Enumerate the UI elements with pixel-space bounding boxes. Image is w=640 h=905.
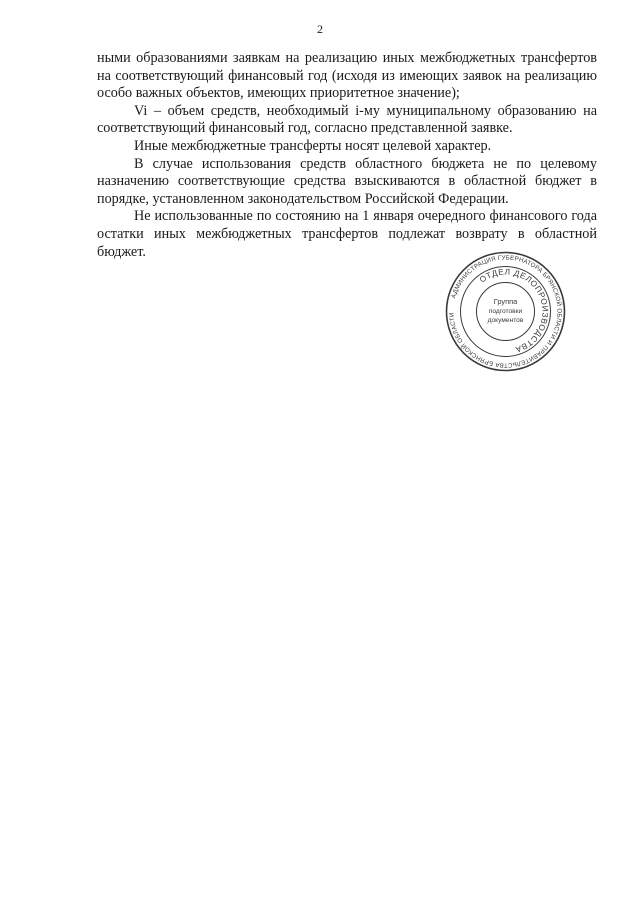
paragraph-unused-return: Не использованные по состоянию на 1 января очередного финансового года остатки иных межбюджетных трансфертов подлежат возврату в областной бюджет. (97, 208, 597, 260)
paragraph-target-purpose: Иные межбюджетные трансферты носят целевой характер. (134, 137, 492, 154)
body-text (97, 50, 597, 261)
stamp-center-line-3: документов (487, 317, 524, 324)
stamp-inner-text: ОТДЕЛ ДЕЛОПРОИЗВОДСТВА (477, 267, 550, 355)
stamp-center-line-1: Группа (493, 297, 518, 306)
stamp-center-line-2: подготовки (488, 308, 523, 315)
paragraph-vi-definition: Vi – объем средств, необходимый i-му муниципальному образованию на соответствующий финансовый год, согласно представленной заявке. (97, 102, 597, 137)
stamp-seal-icon (444, 250, 567, 373)
stamp-outer-text: АДМИНИСТРАЦИЯ ГУБЕРНАТОРА БРЯНСКОЙ ОБЛАСТИ И ПРАВИТЕЛЬСТВА БРЯНСКОЙ ОБЛАСТИ (448, 254, 563, 369)
paragraph-continuation: ными образованиями заявкам на реализацию иных межбюджетных трансфертов на соответствующий финансовый год (исходя из имеющих заявок на реализацию особо важных объектов, имеющих приоритетное значение); (97, 50, 597, 102)
official-stamp (444, 250, 567, 373)
paragraph-misuse-recovery: В случае использования средств областного бюджета не по целевому назначению соответствующие средства взыскиваются в областной бюджет в порядке, установленном законодательством Российской Федерации. (97, 155, 597, 207)
page-number: 2 (317, 22, 323, 36)
